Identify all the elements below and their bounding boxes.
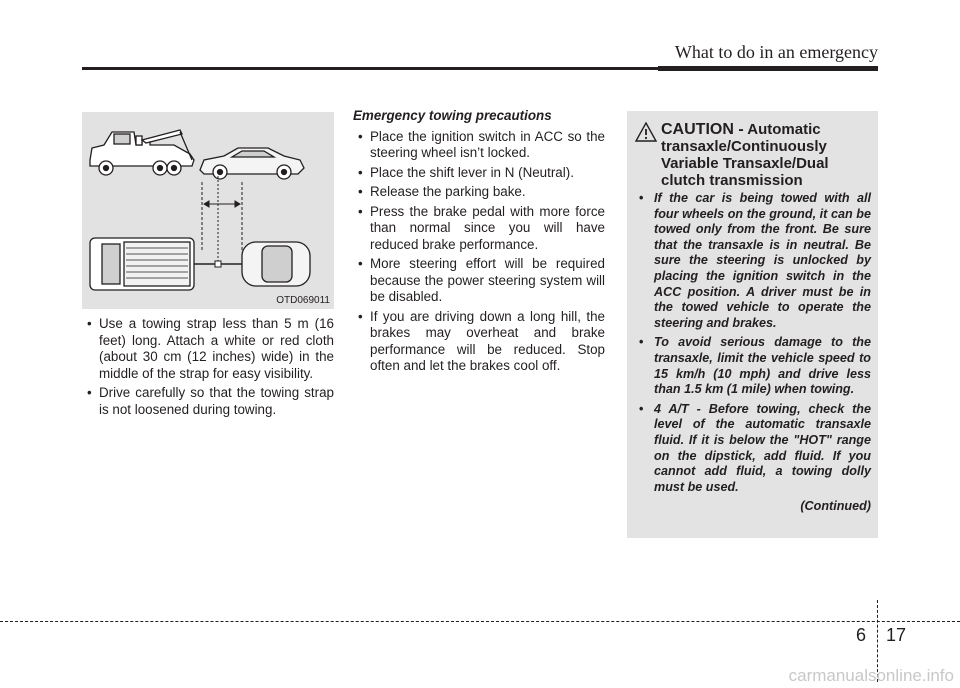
list-item: • Place the ignition switch in ACC so the steering wheel isn’t locked. <box>353 129 605 162</box>
list-item: • Drive carefully so that the towing strap is not loosened during towing. <box>82 385 334 418</box>
warning-icon <box>635 122 657 142</box>
towing-diagram-icon <box>82 112 334 309</box>
left-column <box>82 316 334 421</box>
caution-item: • To avoid serious damage to the transaxle, limit the vehicle speed to 15 km/h (10 mph) and drive less than 1.5 km (1 mile) when towing. <box>639 335 871 397</box>
caution-title <box>661 121 873 189</box>
list-item: • Press the brake pedal with more force than normal since you will have reduced brake performance. <box>353 204 605 254</box>
figure-code: OTD069011 <box>276 295 330 306</box>
footer-rule <box>0 621 960 622</box>
header-rule-accent <box>658 66 878 71</box>
list-item: • More steering effort will be required because the power steering system will be disabled. <box>353 256 605 306</box>
caution-box <box>627 111 878 538</box>
watermark: carmanualsonline.info <box>788 666 954 685</box>
list-item: • Place the shift lever in N (Neutral). <box>353 165 605 182</box>
caution-item: • If the car is being towed with all four wheels on the ground, it can be towed only from the front. Be sure that the transaxle is in neutral. Be sure the steering is unlocked by placing the ignition switch in the ACC position. A driver must be in the towed vehicle to operate the steering and brakes. <box>639 191 871 331</box>
precautions-heading: Emergency towing precautions <box>353 108 552 123</box>
middle-column <box>353 108 605 378</box>
continued-note: (Continued) <box>800 499 871 514</box>
section-title: What to do in an emergency <box>674 42 878 62</box>
list-item: • Release the parking bake. <box>353 184 605 201</box>
caution-label: CAUTION - <box>661 121 744 138</box>
caution-subject: Automatic transaxle/Continuously Variable Transaxle/Dual clutch transmission <box>661 121 829 189</box>
page-number: 17 <box>886 625 907 645</box>
towing-figure <box>82 112 334 309</box>
list-item: • If you are driving down a long hill, the brakes may overheat and brake performance will be reduced. Stop often and let the brakes cool off. <box>353 309 605 375</box>
caution-item: • 4 A/T - Before towing, check the level of the automatic transaxle fluid. If it is below the "HOT" range on the dipstick, add fluid. If you cannot add fluid, a towing dolly must be used. <box>639 402 871 496</box>
list-item: • Use a towing strap less than 5 m (16 feet) long. Attach a white or red cloth (about 30 cm (12 inches) wide) in the middle of the strap for easy visibility. <box>82 316 334 382</box>
caution-body <box>639 191 871 515</box>
chapter-number: 6 <box>856 625 867 645</box>
